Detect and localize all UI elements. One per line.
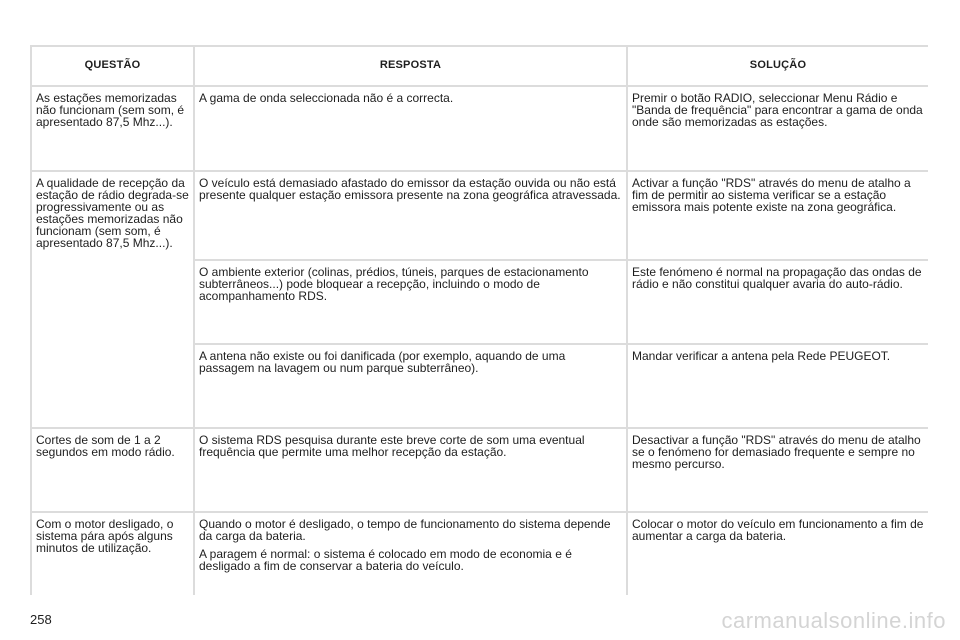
header-question: QUESTÃO [32, 47, 193, 85]
header-answer: RESPOSTA [195, 47, 626, 85]
solution-cell: Colocar o motor do veículo em funcionamento a fim de aumentar a carga da bateria. [628, 513, 928, 599]
answer-cell: O sistema RDS pesquisa durante este breve corte de som uma eventual frequência que permite uma melhor recepção da estação. [195, 429, 626, 511]
question-cell: Cortes de som de 1 a 2 segundos em modo rádio. [32, 429, 193, 511]
solution-cell: Activar a função "RDS" através do menu de atalho a fim de permitir ao sistema verificar se a estação emissora mais potente existe na zona geográfica. [628, 172, 928, 259]
solution-cell: Este fenómeno é normal na propagação das ondas de rádio e não constitui qualquer avaria do auto-rádio. [628, 261, 928, 343]
solution-cell: Mandar verificar a antena pela Rede PEUGEOT. [628, 345, 928, 427]
answer-paragraph: A paragem é normal: o sistema é colocado em modo de economia e é desligado a fim de conservar a bateria do veículo. [199, 547, 572, 573]
answer-cell: A antena não existe ou foi danificada (por exemplo, aquando de uma passagem na lavagem ou num parque subterrâneo). [195, 345, 626, 427]
solution-cell: Premir o botão RADIO, seleccionar Menu Rádio e "Banda de frequência" para encontrar a gama de onda onde são memorizadas as estações. [628, 87, 928, 170]
troubleshooting-table [30, 45, 928, 595]
answer-cell [195, 513, 626, 599]
question-cell: Com o motor desligado, o sistema pára após alguns minutos de utilização. [32, 513, 193, 599]
page-number: 258 [30, 612, 52, 627]
question-cell: A qualidade de recepção da estação de rádio degrada-se progressivamente ou as estações memorizadas não funcionam (sem som, é apresentado 87,5 Mhz...). [32, 172, 193, 427]
watermark: carmanualsonline.info [721, 608, 946, 633]
answer-cell: O ambiente exterior (colinas, prédios, túneis, parques de estacionamento subterrâneos...) pode bloquear a recepção, incluindo o modo de acompanhamento RDS. [195, 261, 626, 343]
answer-cell: A gama de onda seleccionada não é a correcta. [195, 87, 626, 170]
header-solution: SOLUÇÃO [628, 47, 928, 85]
answer-cell: O veículo está demasiado afastado do emissor da estação ouvida ou não está presente qualquer estação emissora presente na zona geográfica atravessada. [195, 172, 626, 259]
answer-paragraph: Quando o motor é desligado, o tempo de funcionamento do sistema depende da carga da bateria. [199, 517, 611, 543]
solution-cell: Desactivar a função "RDS" através do menu de atalho se o fenómeno for demasiado frequente e sempre no mesmo percurso. [628, 429, 928, 511]
question-cell: As estações memorizadas não funcionam (sem som, é apresentado 87,5 Mhz...). [32, 87, 193, 170]
